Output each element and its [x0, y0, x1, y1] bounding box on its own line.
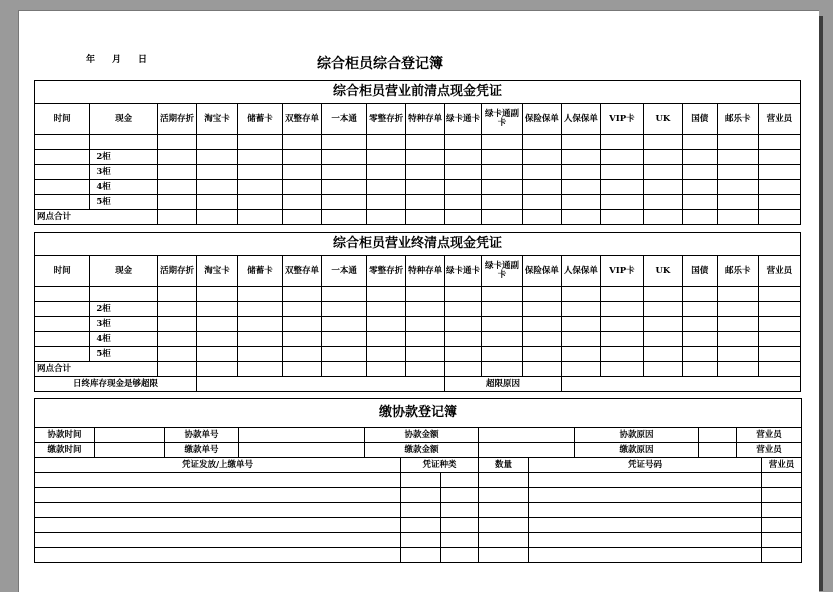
table-header-row — [35, 256, 801, 287]
table-row — [35, 150, 801, 165]
table-title: 缴协款登记簿 — [35, 399, 802, 428]
table-row — [35, 195, 801, 210]
counter-label: 3柜 — [90, 317, 158, 332]
column-header: 储蓄卡 — [237, 104, 282, 135]
column-header: 邮乐卡 — [717, 104, 758, 135]
table-header-row — [35, 104, 801, 135]
quantity-header: 数量 — [479, 458, 529, 473]
entry-row — [35, 518, 802, 533]
transfer-clerk-label: 营业员 — [737, 428, 802, 443]
table-row — [35, 135, 801, 150]
overlimit-reason-label: 超限原因 — [445, 377, 562, 392]
day-label: 日 — [138, 55, 148, 65]
column-header: 零整存折 — [367, 256, 406, 287]
column-header: 特种存单 — [406, 104, 445, 135]
column-header: 现金 — [90, 256, 158, 287]
entry-row — [35, 533, 802, 548]
column-header: 一本通 — [322, 256, 367, 287]
column-header: 储蓄卡 — [237, 256, 282, 287]
table-row — [35, 347, 801, 362]
column-header: 营业员 — [758, 256, 800, 287]
total-label: 网点合计 — [35, 210, 158, 225]
entry-row — [35, 503, 802, 518]
year-label: 年 — [86, 55, 96, 65]
column-header: 邮乐卡 — [717, 256, 758, 287]
pre-business-cash-table — [34, 80, 801, 225]
voucher-header-row — [35, 458, 802, 473]
payment-amount-label: 缴款金额 — [365, 443, 479, 458]
column-header: 零整存折 — [367, 104, 406, 135]
transfer-time-label: 协款时间 — [35, 428, 95, 443]
transfer-reason-label: 协款原因 — [575, 428, 699, 443]
main-title: 综合柜员综合登记簿 — [317, 56, 443, 72]
column-header: 绿卡通副卡 — [481, 104, 522, 135]
payment-row — [35, 443, 802, 458]
payment-register-table — [34, 398, 802, 563]
table-title: 综合柜员营业终清点现金凭证 — [35, 233, 801, 256]
counter-label — [90, 135, 158, 150]
counter-label: 5柜 — [90, 347, 158, 362]
month-label: 月 — [112, 55, 122, 65]
counter-label: 3柜 — [90, 165, 158, 180]
transfer-row — [35, 428, 802, 443]
counter-label — [90, 287, 158, 302]
payment-time-label: 缴款时间 — [35, 443, 95, 458]
column-header: 国债 — [682, 104, 717, 135]
entry-row — [35, 548, 802, 563]
counter-label: 4柜 — [90, 180, 158, 195]
transfer-amount-label: 协款金额 — [365, 428, 479, 443]
column-header: 淘宝卡 — [196, 256, 237, 287]
payment-reason-label: 缴款原因 — [575, 443, 699, 458]
table-row — [35, 317, 801, 332]
column-header: 国债 — [682, 256, 717, 287]
column-header: 绿卡通副卡 — [481, 256, 522, 287]
entry-row — [35, 488, 802, 503]
column-header: UK — [643, 256, 682, 287]
column-header: 特种存单 — [406, 256, 445, 287]
column-header: 时间 — [35, 104, 90, 135]
column-header: 保险保单 — [522, 104, 561, 135]
column-header: UK — [643, 104, 682, 135]
table-row — [35, 302, 801, 317]
overlimit-label: 日终库存现金是够超限 — [35, 377, 197, 392]
column-header: 双整存单 — [283, 256, 322, 287]
column-header: VIP卡 — [600, 256, 643, 287]
column-header: 一本通 — [322, 104, 367, 135]
table-row — [35, 180, 801, 195]
column-header: 现金 — [90, 104, 158, 135]
column-header: 活期存折 — [158, 104, 197, 135]
counter-label: 2柜 — [90, 150, 158, 165]
column-header: 活期存折 — [158, 256, 197, 287]
column-header: 人保保单 — [561, 256, 600, 287]
counter-label: 4柜 — [90, 332, 158, 347]
total-row — [35, 362, 801, 377]
entry-row — [35, 473, 802, 488]
column-header: 绿卡通卡 — [445, 256, 482, 287]
table-row — [35, 332, 801, 347]
transfer-no-label: 协款单号 — [165, 428, 239, 443]
counter-label: 5柜 — [90, 195, 158, 210]
voucher-serial-header: 凭证号码 — [529, 458, 762, 473]
column-header: 保险保单 — [522, 256, 561, 287]
payment-no-label: 缴款单号 — [165, 443, 239, 458]
column-header: 双整存单 — [283, 104, 322, 135]
clerk-header: 营业员 — [762, 458, 802, 473]
column-header: 绿卡通卡 — [445, 104, 482, 135]
column-header: 营业员 — [758, 104, 800, 135]
counter-label: 2柜 — [90, 302, 158, 317]
column-header: 时间 — [35, 256, 90, 287]
table-row — [35, 165, 801, 180]
payment-clerk-label: 营业员 — [737, 443, 802, 458]
table-title: 综合柜员营业前清点现金凭证 — [35, 81, 801, 104]
post-business-cash-table — [34, 232, 801, 392]
total-label: 网点合计 — [35, 362, 158, 377]
column-header: 人保保单 — [561, 104, 600, 135]
table-row — [35, 287, 801, 302]
overlimit-row — [35, 377, 801, 392]
voucher-no-header: 凭证发放/上缴单号 — [35, 458, 401, 473]
column-header: 淘宝卡 — [196, 104, 237, 135]
column-header: VIP卡 — [600, 104, 643, 135]
total-row — [35, 210, 801, 225]
voucher-type-header: 凭证种类 — [401, 458, 479, 473]
